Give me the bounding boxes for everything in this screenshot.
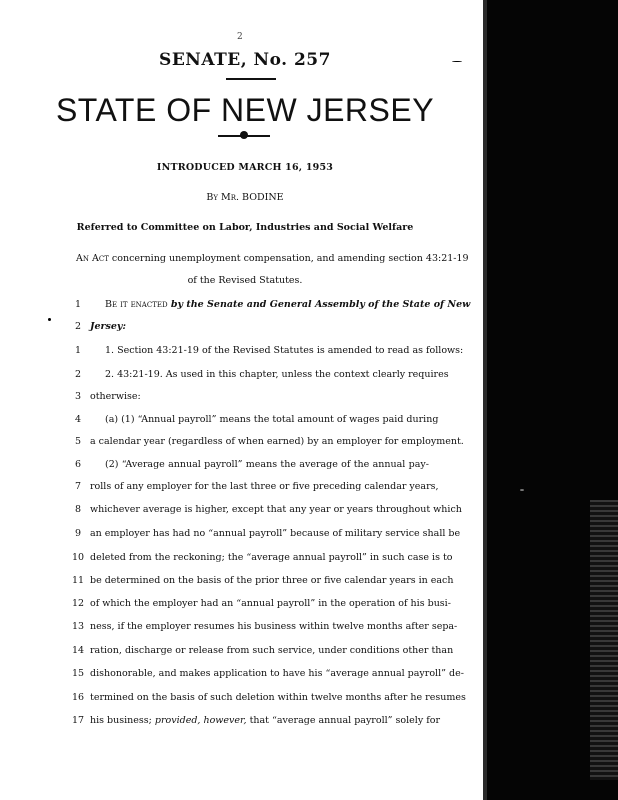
- line-text: [90, 668, 464, 679]
- line-text: [105, 414, 439, 425]
- line-text: [90, 528, 461, 539]
- line-number: 9: [74, 528, 82, 539]
- line-text: [90, 621, 458, 632]
- line-text-run: of which the employer had an “annual payroll” in the operation of his busi-: [90, 598, 451, 609]
- line-number: 2: [74, 321, 82, 332]
- line-text-run: an employer has had no “annual payroll” because of military service shall be: [90, 528, 461, 539]
- sponsor-line: [0, 192, 490, 203]
- line-number: 4: [74, 414, 82, 425]
- line-text: [105, 369, 449, 380]
- line-number: 2: [74, 369, 82, 380]
- line-number: 5: [74, 436, 82, 447]
- line-text-run: that “average annual payroll” solely for: [246, 715, 440, 726]
- line-text: [90, 481, 439, 492]
- line-text: [105, 459, 429, 470]
- line-text-run: be determined on the basis of the prior three or five calendar years in each: [90, 575, 454, 586]
- introduced-date: INTRODUCED MARCH 16, 1953: [156, 162, 334, 173]
- line-text: [90, 391, 141, 402]
- act-lead: An Act: [76, 253, 109, 264]
- line-number: 8: [74, 504, 82, 515]
- line-number: 15: [71, 668, 85, 679]
- line-number: 1: [74, 345, 82, 356]
- line-text-run: whichever average is higher, except that any year or years throughout which: [90, 504, 462, 515]
- line-text: [90, 552, 453, 563]
- line-text-run: rolls of any employer for the last three or five preceding calendar years,: [90, 481, 439, 492]
- line-text: [90, 598, 451, 609]
- scan-speck: [48, 318, 51, 321]
- line-text-run: dishonorable, and makes application to have his “average annual payroll” de-: [90, 668, 464, 679]
- sponsor-prefix: By Mr.: [206, 192, 243, 203]
- scan-speck: [520, 489, 524, 491]
- line-text-run: termined on the basis of such deletion within twelve months after he resumes: [90, 692, 466, 703]
- line-text-run: provided, however,: [154, 715, 247, 726]
- line-number: 14: [71, 645, 85, 656]
- line-number: 17: [71, 715, 85, 726]
- line-text-run: ration, discharge or release from such service, under conditions other than: [90, 645, 454, 656]
- line-number: 6: [74, 459, 82, 470]
- line-text: [90, 436, 464, 447]
- line-number: 12: [71, 598, 85, 609]
- line-number: 11: [71, 575, 85, 586]
- line-text: [90, 645, 454, 656]
- line-text-run: (2) “Average annual payroll” means the average of the annual pay-: [105, 459, 429, 470]
- act-title-text: concerning unemployment compensation, and amending section 43:21-19: [108, 253, 469, 264]
- state-title: STATE OF NEW JERSEY: [55, 92, 435, 128]
- line-number: 13: [71, 621, 85, 632]
- line-text-run: 2. 43:21-19. As used in this chapter, unless the context clearly requires: [105, 369, 449, 380]
- line-text-run: by the Senate and General Assembly of the State of New: [167, 299, 471, 310]
- act-title-line-2: of the Revised Statutes.: [187, 275, 303, 286]
- line-text-run: deleted from the reckoning; the “average annual payroll” in such case is to: [90, 552, 453, 563]
- line-text: [105, 299, 471, 310]
- title-rule-dot: [240, 131, 248, 139]
- line-text: [90, 504, 462, 515]
- page-number: 2: [237, 32, 243, 42]
- line-text: [105, 345, 464, 356]
- title-rule: [226, 78, 276, 80]
- line-text: [90, 692, 466, 703]
- line-number: 7: [74, 481, 82, 492]
- line-text-run: ness, if the employer resumes his business within twelve months after sepa-: [90, 621, 458, 632]
- line-text-run: Jersey:: [90, 321, 126, 332]
- line-text-run: a calendar year (regardless of when earned) by an employer for employment.: [90, 436, 464, 447]
- line-text-run: his business;: [90, 715, 155, 726]
- line-text-run: 1. Section 43:21-19 of the Revised Statutes is amended to read as follows:: [105, 345, 464, 356]
- committee-referral: Referred to Committee on Labor, Industries and Social Welfare: [76, 222, 414, 233]
- line-text: [90, 321, 126, 332]
- scan-edge-texture: [590, 500, 618, 780]
- line-text: [90, 715, 440, 726]
- line-number: 1: [74, 299, 82, 310]
- line-text: [90, 575, 454, 586]
- line-text-run: (a) (1) “Annual payroll” means the total amount of wages paid during: [105, 414, 439, 425]
- line-text-run: otherwise:: [90, 391, 141, 402]
- sponsor-name: BODINE: [242, 192, 284, 203]
- line-number: 3: [74, 391, 82, 402]
- line-text-run: Be it enacted: [105, 299, 168, 310]
- act-title-line-1: [76, 253, 469, 264]
- senate-bill-number: SENATE, No. 257: [159, 50, 331, 70]
- line-number: 16: [71, 692, 85, 703]
- line-number: 10: [71, 552, 85, 563]
